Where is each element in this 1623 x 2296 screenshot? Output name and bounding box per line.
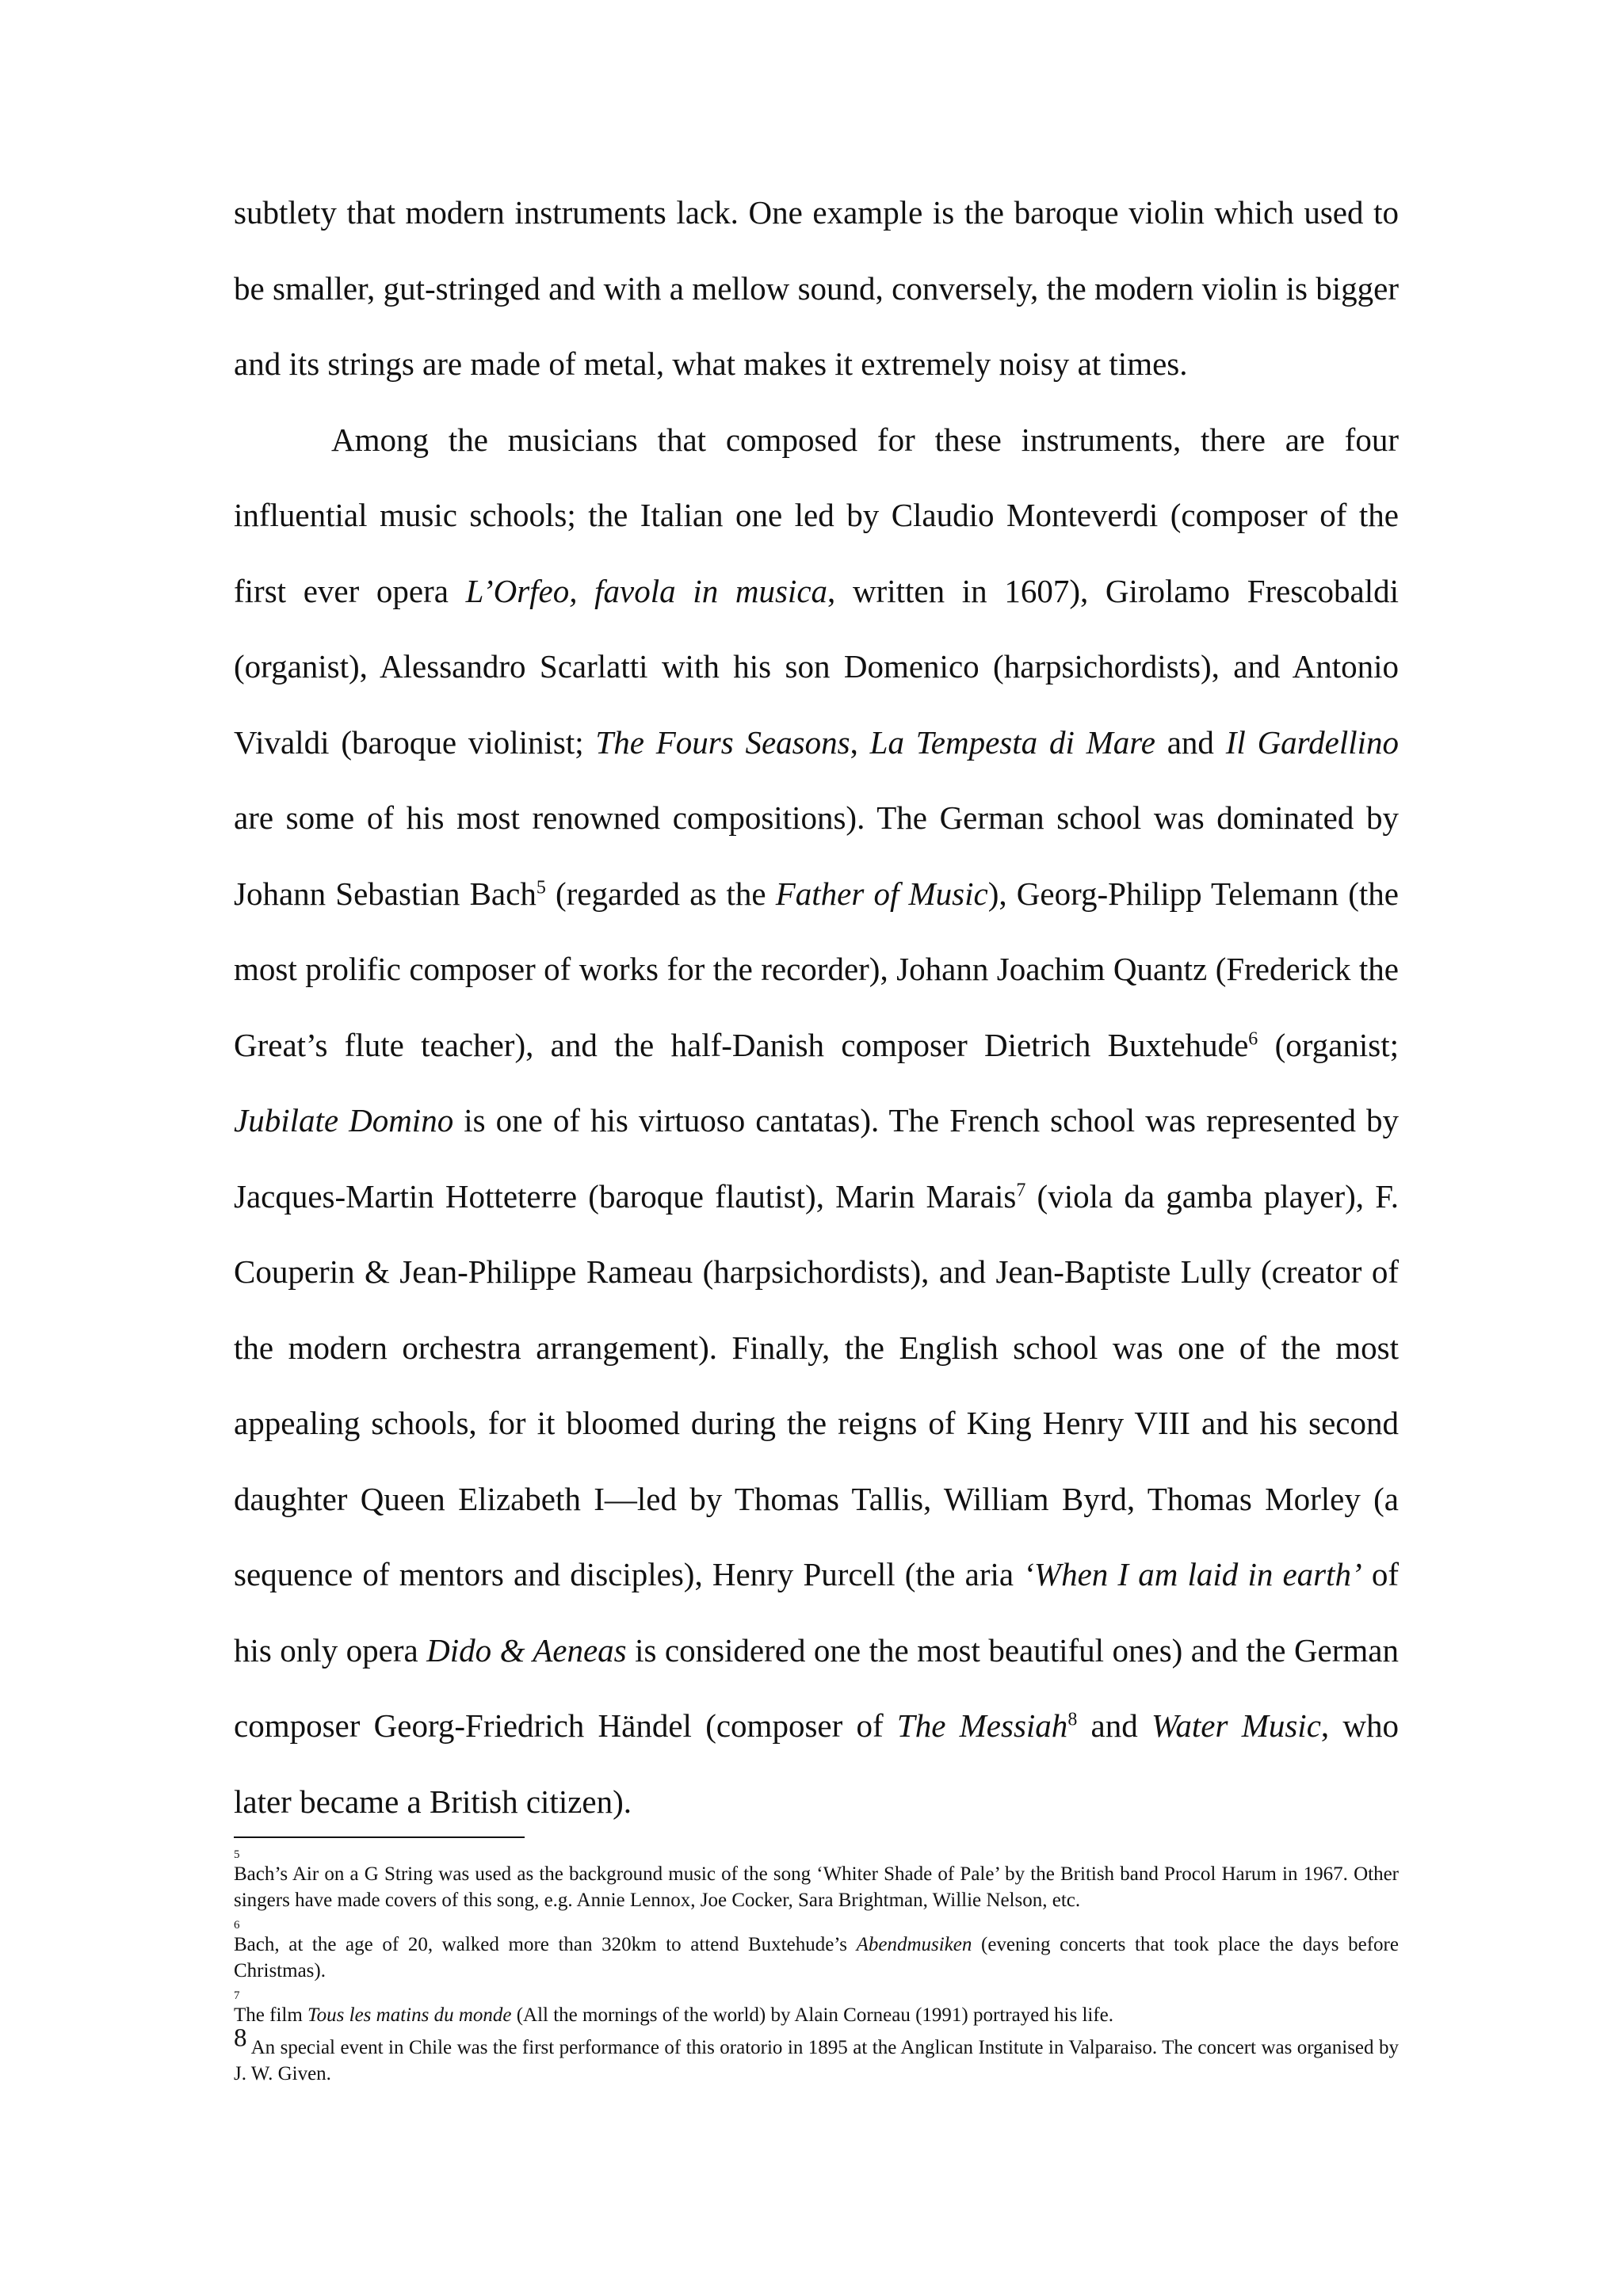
paragraph-2 [234,402,1399,1840]
footnote-italic: Tous les matins du monde [307,2004,512,2026]
footnote-ref-7[interactable]: 7 [1016,1179,1026,1200]
footnote-number: 8 [234,2023,247,2053]
text-run: (regarded as the [545,875,776,912]
text-run: of his only opera [234,1556,1399,1669]
text-run: , [850,723,870,761]
italic-title: Water Music [1151,1707,1321,1744]
footnote-5 [234,1849,1399,1913]
italic-title: Dido & Aeneas [426,1631,627,1669]
footnote-ref-6[interactable]: 6 [1248,1028,1258,1049]
italic-title: L’Orfeo, favola in musica [465,572,828,609]
text-run: is one of his virtuoso cantatas). The French school was represented by Jacques-Martin Hotteterre (baroque flautist), Marin Marais [234,1102,1399,1215]
footnote-text: (evening concerts that took place the days before Christmas). [234,1934,1399,1981]
text-run: , who later became a British citizen). [234,1707,1400,1820]
footnote-7 [234,1990,1399,2028]
footnote-ref-5[interactable]: 5 [536,876,546,898]
footnote-number: 7 [234,1989,240,2002]
italic-title: The Fours Seasons [595,723,850,761]
footnote-text: An special event in Chile was the first performance of this oratorio in 1895 at the Anglican Institute in Valparaiso. The concert was organised by J. W. Given. [234,2037,1399,2084]
footnote-number: 6 [234,1919,240,1932]
footnotes [234,1849,1399,2093]
text-run: and [1077,1707,1152,1744]
text-run: Among the musicians that composed for these instruments, there are four influential music schools; the Italian one led by Claudio Monteverdi (composer of the first ever opera [234,421,1399,609]
footnote-8 [234,2023,1399,2087]
footnote-separator [234,1836,525,1838]
footnote-number: 5 [234,1848,240,1861]
italic-title: ‘When I am laid in earth’ [1023,1556,1362,1592]
footnote-ref-8[interactable]: 8 [1067,1709,1078,1730]
text-run: and [1155,723,1226,761]
text-run: (viola da gamba player), F. Couperin & Jean-Philippe Rameau (harpsichordists), and Jean-Baptiste Lully (creator of the modern orchestra arrangement). Finally, the English school was one of the most appealing schools, for it bloomed during the reigns of King Henry VIII and his second daughter Queen Elizabeth I—led by Thomas Tallis, William Byrd, Thomas Morley (a sequence of mentors and disciples), Henry Purcell (the aria [234,1177,1399,1592]
footnote-text: The film [234,2004,308,2026]
text-run: are some of his most renowned compositions). The German school was dominated by Johann Sebastian Bach [234,799,1399,912]
italic-title: Il Gardellino [1225,723,1399,761]
italic-title: Jubilate Domino [234,1102,454,1138]
italic-title: The Messiah [896,1707,1068,1744]
footnote-italic: Abendmusiken [856,1934,972,1955]
footnote-6 [234,1920,1399,1984]
footnote-text: Bach, at the age of 20, walked more than 320km to attend Buxtehude’s [234,1934,857,1955]
text-run: (organist; [1258,1026,1399,1063]
text-run: is considered one the most beautiful ones) and the German composer Georg-Friedrich Händel (composer of [234,1631,1399,1744]
body-text [234,175,1399,1840]
italic-title: Father of Music [775,875,988,912]
footnote-text: (All the mornings of the world) by Alain Corneau (1991) portrayed his life. [511,2004,1114,2026]
paragraph-1: subtlety that modern instruments lack. One example is the baroque violin which used to be smaller, gut-stringed and with a mellow sound, conversely, the modern violin is bigger and its strings are made of metal, what makes it extremely noisy at times. [234,194,1399,382]
footnote-text: Bach’s Air on a G String was used as the background music of the song ‘Whiter Shade of Pale’ by the British band Procol Harum in 1967. Other singers have made covers of this song, e.g. Annie Lennox, Joe Cocker, Sara Brightman, Willie Nelson, etc. [234,1863,1399,1911]
text-run: , written in 1607), Girolamo Frescobaldi (organist), Alessandro Scarlatti with his son Domenico (harpsichordists), and Antonio Vivaldi (baroque violinist; [234,572,1399,761]
text-run: ), Georg-Philipp Telemann (the most prolific composer of works for the recorder), Johann Joachim Quantz (Frederick the Great’s flute teacher), and the half-Danish composer Dietrich Buxtehude [234,875,1400,1063]
italic-title: La Tempesta di Mare [869,723,1155,761]
